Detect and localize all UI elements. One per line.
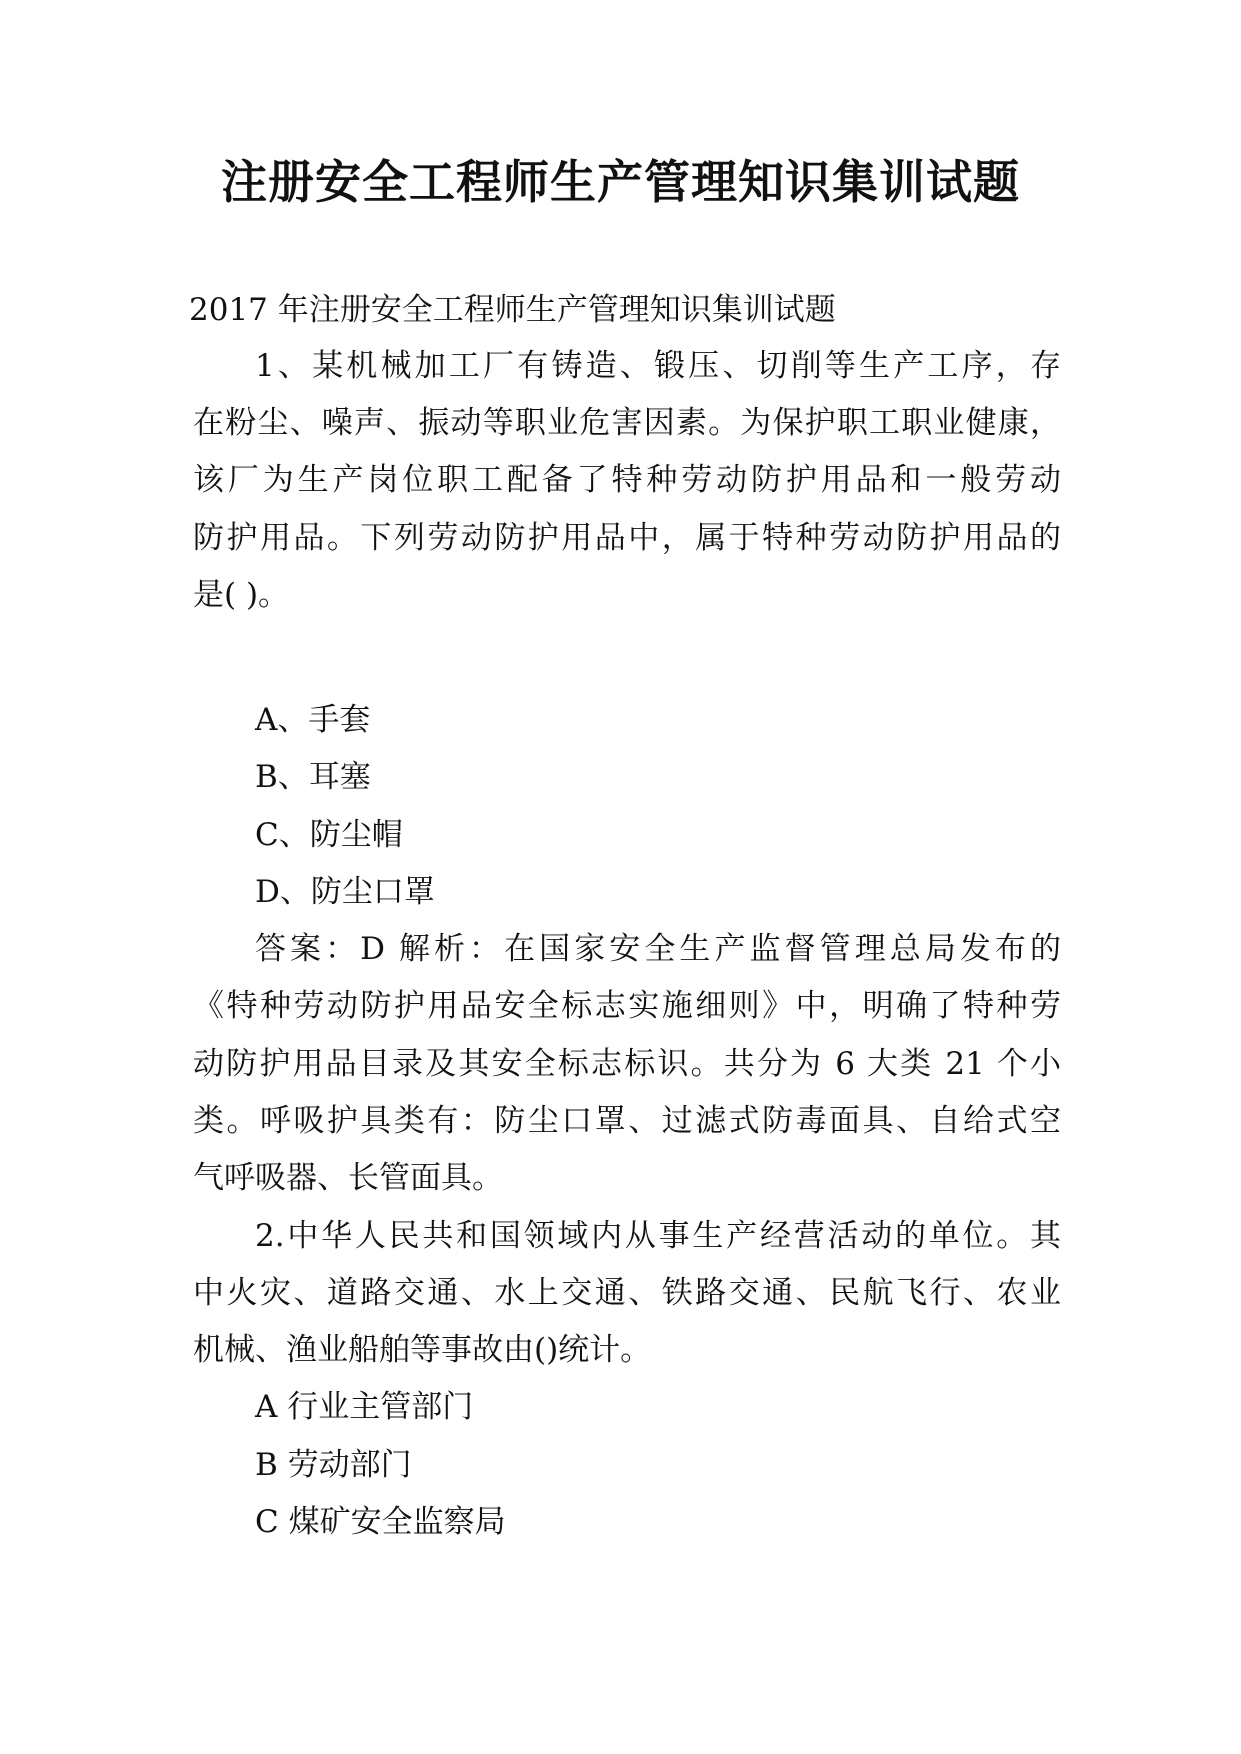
q1-line-5: 是( )。 xyxy=(193,577,290,613)
q1-option-d: D、防尘口罩 xyxy=(255,874,435,910)
q2-option-b: B 劳动部门 xyxy=(255,1447,412,1483)
q1-line-4: 防护用品。下列劳动防护用品中，属于特种劳动防护用品的 xyxy=(193,520,1061,556)
q2-line-2: 中火灾、道路交通、水上交通、铁路交通、民航飞行、农业 xyxy=(193,1275,1061,1311)
q1-answer-line-4: 类。呼吸护具类有：防尘口罩、过滤式防毒面具、自给式空 xyxy=(193,1103,1061,1139)
document-title: 注册安全工程师生产管理知识集训试题 xyxy=(221,155,1020,209)
q1-answer-line-5: 气呼吸器、长管面具。 xyxy=(193,1160,503,1196)
q2-line-3: 机械、渔业船舶等事故由()统计。 xyxy=(193,1332,652,1368)
q1-option-c: C、防尘帽 xyxy=(255,817,403,853)
q2-option-c: C 煤矿安全监察局 xyxy=(255,1504,506,1540)
q1-option-a: A、手套 xyxy=(255,702,371,738)
q1-answer-line-2: 《特种劳动防护用品安全标志实施细则》中，明确了特种劳 xyxy=(193,988,1061,1024)
q1-line-2: 在粉尘、噪声、振动等职业危害因素。为保护职工职业健康， xyxy=(193,405,1061,441)
q1-line-1: 1、某机械加工厂有铸造、锻压、切削等生产工序，存 xyxy=(255,348,1061,384)
q1-answer-line-3: 动防护用品目录及其安全标志标识。共分为 6 大类 21 个小 xyxy=(193,1046,1061,1082)
q2-option-a: A 行业主管部门 xyxy=(255,1389,474,1425)
q1-answer-line-1: 答案：D 解析：在国家安全生产监督管理总局发布的 xyxy=(255,931,1061,967)
q2-line-1: 2.中华人民共和国领域内从事生产经营活动的单位。其 xyxy=(255,1218,1061,1254)
q1-option-b: B、耳塞 xyxy=(255,759,371,795)
q1-line-3: 该厂为生产岗位职工配备了特种劳动防护用品和一般劳动 xyxy=(193,462,1061,498)
document-subtitle: 2017 年注册安全工程师生产管理知识集训试题 xyxy=(189,292,836,328)
